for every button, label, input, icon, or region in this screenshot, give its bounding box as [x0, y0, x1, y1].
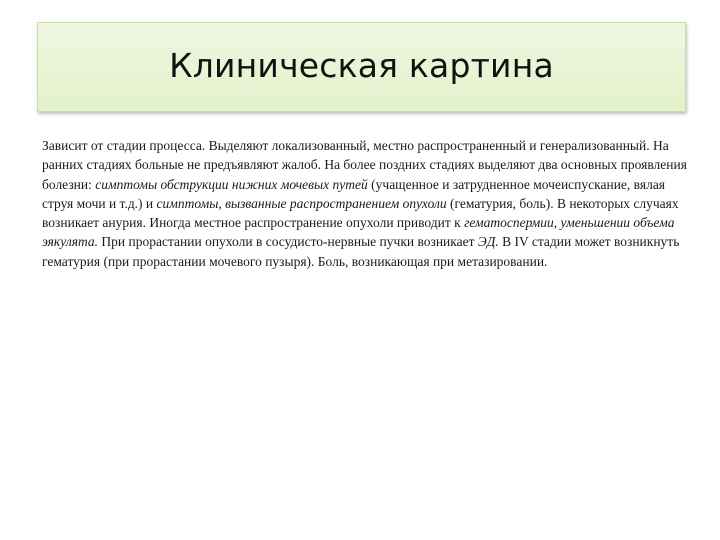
- paragraph-segment-italic: гематоспермии, уменьшении объема эякулята.: [42, 215, 675, 250]
- paragraph-segment: (учащенное и затрудненное мочеиспускание, вялая струя мочи и т.д.) и: [42, 176, 666, 211]
- slide-title-box: [37, 22, 686, 112]
- paragraph-segment: (гематурия, боль). В некоторых случаях возникает анурия. Иногда местное распространение опухоли приводит к: [42, 195, 679, 231]
- paragraph-segment-italic: симптомы, вызванные распространением опухоли: [156, 195, 447, 211]
- paragraph-segment-italic: ЭД.: [477, 234, 499, 250]
- paragraph-segment-italic: симптомы обструкции нижних мочевых путей: [95, 176, 368, 192]
- paragraph-segment: Зависит от стадии процесса. Выделяют локализованный, местно распространенный и генерализованный. На ранних стадиях больные не предъявляют жалоб. На более поздних стадиях выделяют два основных проявления болезни:: [42, 138, 687, 192]
- slide-body-paragraph: [42, 136, 692, 271]
- slide-title: Клиническая картина: [169, 45, 554, 85]
- paragraph-segment: В IV стадии может возникнуть гематурия (при прорастании мочевого пузыря). Боль, возникающая при метазировании.: [42, 234, 680, 269]
- paragraph-segment: При прорастании опухоли в сосудисто-нервные пучки возникает: [98, 234, 478, 250]
